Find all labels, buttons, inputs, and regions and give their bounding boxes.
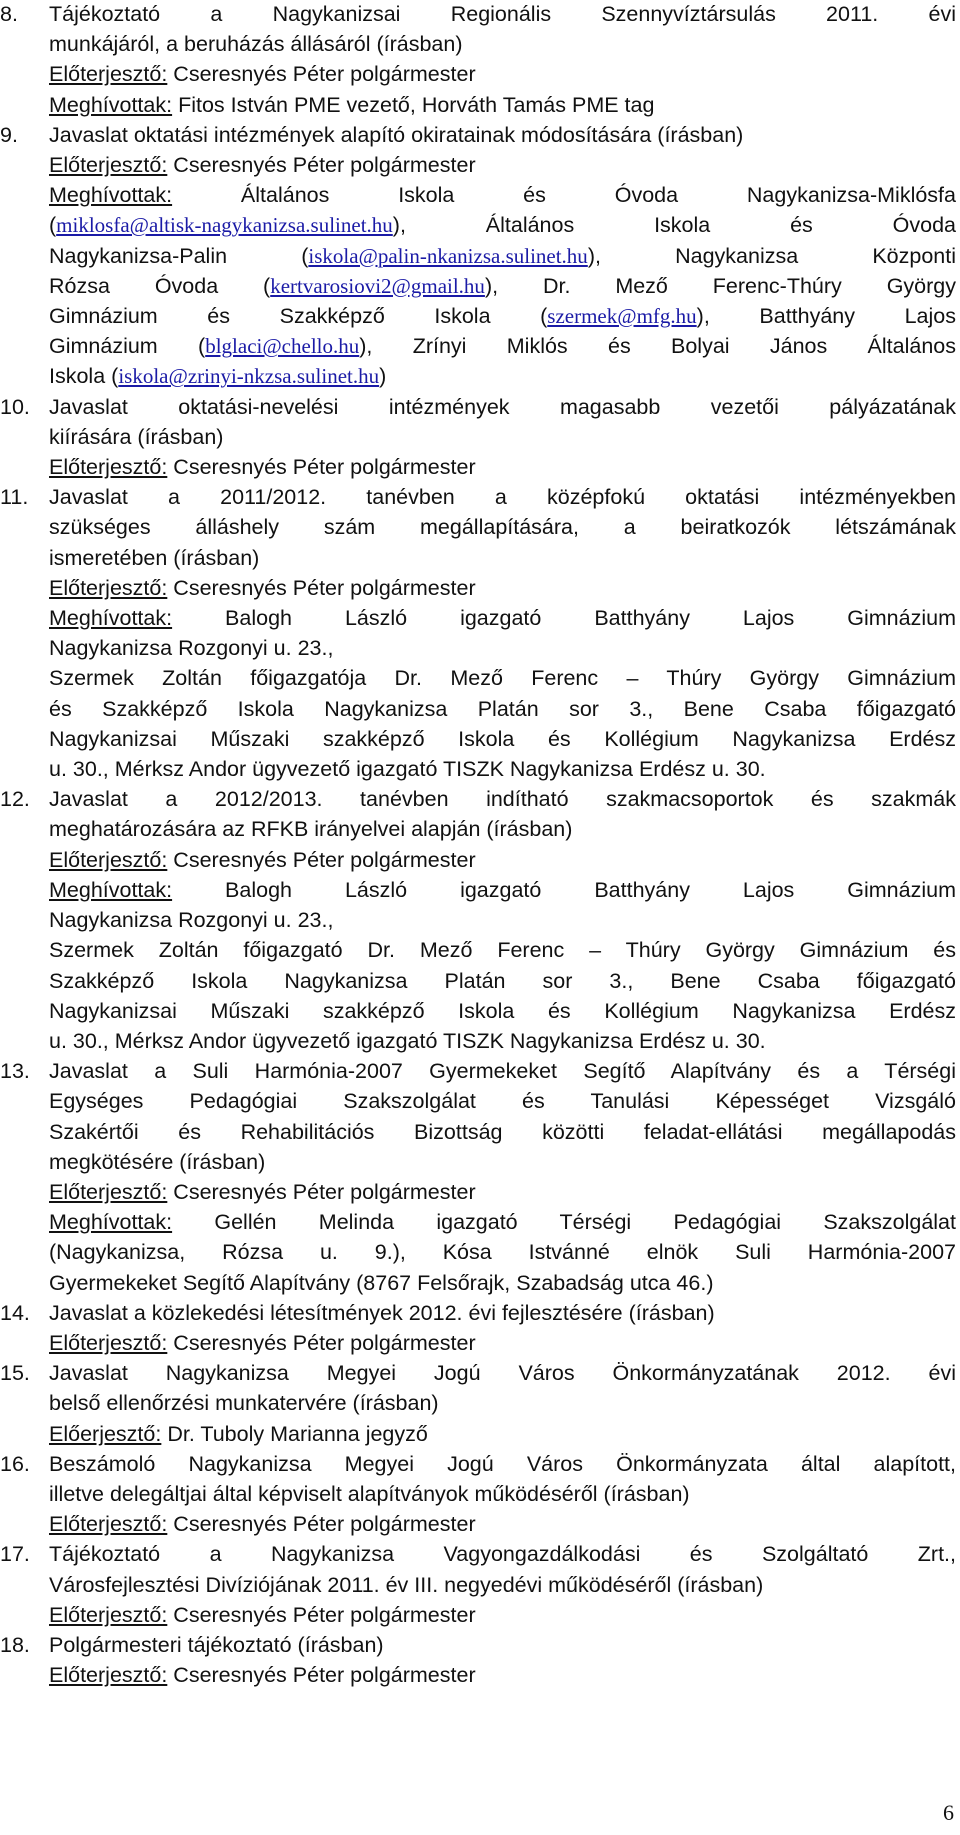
agenda-item-line — [49, 1177, 956, 1207]
role-label: Meghívottak: — [49, 92, 173, 117]
line-text: ) — [379, 364, 387, 389]
role-label: Előterjesztő: — [49, 1602, 168, 1627]
line-text: Gimnázium és Szakképző Iskola ( — [49, 304, 548, 329]
line-text: u. 30., Mérksz Andor ügyvezető igazgató TISZK Nagykanizsa Erdész u. 30. — [49, 757, 766, 782]
agenda-item-line — [49, 482, 956, 512]
line-text: Iskola ( — [49, 364, 119, 389]
line-text: Tájékoztató a Nagykanizsai Regionális Szennyvíztársulás 2011. évi — [49, 2, 956, 26]
agenda-item — [0, 482, 956, 784]
agenda-item-line — [49, 210, 956, 240]
line-text: Nagykanizsai Műszaki szakképző Iskola és Kollégium Nagykanizsa Erdész — [49, 726, 956, 751]
line-text: Fitos István PME vezető, Horváth Tamás PME tag — [172, 92, 655, 117]
line-text: Javaslat oktatási intézmények alapító okiratainak módosítására (írásban) — [49, 122, 744, 147]
agenda-item-line — [49, 1479, 956, 1509]
role-label: Előterjesztő: — [49, 1330, 168, 1355]
role-label: Előterjesztő: — [49, 575, 168, 600]
line-text: Javaslat a 2011/2012. tanévben a középfokú oktatási intézményekben — [49, 485, 956, 510]
line-text: Általános Iskola és Óvoda Nagykanizsa-Miklósfa — [172, 183, 956, 208]
agenda-item-number: 15. — [0, 1361, 30, 1386]
line-text: Javaslat a közlekedési létesítmények 2012. évi fejlesztésére (írásban) — [49, 1300, 715, 1325]
agenda-item-line — [49, 996, 956, 1026]
line-text: Cseresnyés Péter polgármester — [167, 1512, 476, 1537]
agenda-item-line — [49, 1539, 956, 1569]
line-text: Szermek Zoltán főigazgató Dr. Mező Ferenc – Thúry György Gimnázium és — [49, 938, 956, 963]
agenda-item-line — [49, 301, 956, 331]
agenda-item-line — [49, 633, 956, 663]
agenda-item-line — [49, 1630, 956, 1660]
agenda-item — [0, 392, 956, 483]
agenda-item-number: 14. — [0, 1300, 30, 1325]
line-text: Balogh László igazgató Batthyány Lajos Gimnázium — [172, 877, 956, 902]
line-text: ), Általános Iskola és Óvoda — [392, 213, 956, 238]
agenda-item — [0, 120, 956, 392]
line-text: Javaslat oktatási-nevelési intézmények magasabb vezetői pályázatának — [49, 394, 956, 419]
agenda-item-line — [49, 1237, 956, 1267]
agenda-item-line — [49, 452, 956, 482]
role-label: Meghívottak: — [49, 877, 173, 902]
agenda-item-line — [49, 1026, 956, 1056]
line-text: Nagykanizsa-Palin ( — [49, 243, 309, 268]
agenda-item-line — [49, 180, 956, 210]
line-text: Polgármesteri tájékoztató (írásban) — [49, 1632, 384, 1657]
line-text: Cseresnyés Péter polgármester — [167, 62, 476, 87]
agenda-item — [0, 1298, 956, 1358]
email-link[interactable]: blglaci@chello.hu — [205, 334, 360, 359]
agenda-item-line — [49, 754, 956, 784]
line-text: Javaslat a Suli Harmónia-2007 Gyermekeket Segítő Alapítvány és a Térségi — [49, 1059, 956, 1084]
agenda-item-line — [49, 29, 956, 59]
email-link[interactable]: szermek@mfg.hu — [547, 304, 697, 329]
agenda-item-line — [49, 331, 956, 361]
line-text: Szermek Zoltán főigazgatója Dr. Mező Ferenc – Thúry György Gimnázium — [49, 666, 956, 691]
agenda-item-line — [49, 814, 956, 844]
agenda-item-line — [49, 905, 956, 935]
agenda-item-line — [49, 1449, 956, 1479]
agenda-item-line — [49, 1117, 956, 1147]
agenda-item-number: 12. — [0, 787, 30, 812]
role-label: Előterjesztő: — [49, 62, 168, 87]
agenda-item-number: 16. — [0, 1451, 30, 1476]
line-text: ), Batthyány Lajos — [696, 304, 956, 329]
agenda-item-line — [49, 845, 956, 875]
line-text: Gyermekeket Segítő Alapítvány (8767 Felsőrajk, Szabadság utca 46.) — [49, 1270, 714, 1295]
line-text: Tájékoztató a Nagykanizsa Vagyongazdálkodási és Szolgáltató Zrt., — [49, 1542, 956, 1567]
line-text: Rózsa Óvoda ( — [49, 273, 271, 298]
agenda-item-line — [49, 935, 956, 965]
role-label: Meghívottak: — [49, 606, 173, 631]
line-text: Beszámoló Nagykanizsa Megyei Jogú Város Önkormányzata által alapított, — [49, 1451, 956, 1476]
line-text: ), Dr. Mező Ferenc-Thúry György — [484, 273, 956, 298]
agenda-item — [0, 1630, 956, 1690]
agenda-item-line — [49, 392, 956, 422]
line-text: kiírására (írásban) — [49, 424, 224, 449]
agenda-item-line — [49, 1056, 956, 1086]
role-label: Előterjesztő: — [49, 153, 168, 178]
line-text: és Szakképző Iskola Nagykanizsa Platán sor 3., Bene Csaba főigazgató — [49, 696, 956, 721]
agenda-item-line — [49, 1570, 956, 1600]
agenda-item-line — [49, 1147, 956, 1177]
line-text: Nagykanizsa Rozgonyi u. 23., — [49, 908, 334, 933]
agenda-item-line — [49, 663, 956, 693]
role-label: Meghívottak: — [49, 1210, 173, 1235]
agenda-item-number: 13. — [0, 1059, 30, 1084]
agenda-item-line — [49, 0, 956, 29]
agenda-item-line — [49, 1268, 956, 1298]
line-text: Cseresnyés Péter polgármester — [167, 1663, 476, 1688]
agenda-item-line — [49, 694, 956, 724]
line-text: Nagykanizsai Műszaki szakképző Iskola és Kollégium Nagykanizsa Erdész — [49, 998, 956, 1023]
agenda-item-line — [49, 1207, 956, 1237]
email-link[interactable]: kertvarosiovi2@gmail.hu — [270, 273, 485, 298]
role-label: Előterjesztő: — [49, 1663, 168, 1688]
line-text: (Nagykanizsa, Rózsa u. 9.), Kósa Istvánné elnök Suli Harmónia-2007 — [49, 1240, 956, 1265]
agenda-item-line — [49, 150, 956, 180]
agenda-item-line — [49, 241, 956, 271]
agenda-item-line — [49, 1358, 956, 1388]
agenda-item-line — [49, 422, 956, 452]
email-link[interactable]: miklosfa@altisk-nagykanizsa.sulinet.hu — [56, 213, 393, 238]
role-label: Előterjesztő: — [49, 847, 168, 872]
agenda-item-line — [49, 784, 956, 814]
agenda-item-line — [49, 724, 956, 754]
role-label: Előerjesztő: — [49, 1421, 162, 1446]
agenda-item — [0, 784, 956, 1056]
line-text: Balogh László igazgató Batthyány Lajos Gimnázium — [172, 606, 956, 631]
agenda-item-number: 9. — [0, 122, 18, 147]
agenda-item — [0, 0, 956, 120]
line-text: munkájáról, a beruházás állásáról (írásban) — [49, 32, 463, 57]
line-text: Gellén Melinda igazgató Térségi Pedagógiai Szakszolgálat — [172, 1210, 956, 1235]
agenda-item-line — [49, 59, 956, 89]
agenda-item-line — [49, 1328, 956, 1358]
agenda-item-number: 10. — [0, 394, 30, 419]
agenda-item-line — [49, 1509, 956, 1539]
agenda-item-line — [49, 512, 956, 542]
agenda-item-line — [49, 1419, 956, 1449]
line-text: meghatározására az RFKB irányelvei alapján (írásban) — [49, 817, 573, 842]
line-text: Cseresnyés Péter polgármester — [167, 1330, 476, 1355]
line-text: Nagykanizsa Rozgonyi u. 23., — [49, 636, 334, 661]
agenda-item-line — [49, 966, 956, 996]
agenda-item — [0, 1056, 956, 1298]
line-text: Szakképző Iskola Nagykanizsa Platán sor 3., Bene Csaba főigazgató — [49, 968, 956, 993]
agenda-item-number: 8. — [0, 2, 18, 26]
line-text: Cseresnyés Péter polgármester — [167, 455, 476, 480]
line-text: u. 30., Mérksz Andor ügyvezető igazgató TISZK Nagykanizsa Erdész u. 30. — [49, 1028, 766, 1053]
line-text: Cseresnyés Péter polgármester — [167, 153, 476, 178]
line-text: Városfejlesztési Divíziójának 2011. év III. negyedévi működéséről (írásban) — [49, 1572, 764, 1597]
line-text: Egységes Pedagógiai Szakszolgálat és Tanulási Képességet Vizsgáló — [49, 1089, 956, 1114]
agenda-item-number: 11. — [0, 485, 29, 510]
line-text: Cseresnyés Péter polgármester — [167, 1602, 476, 1627]
line-text: Javaslat Nagykanizsa Megyei Jogú Város Önkormányzatának 2012. évi — [49, 1361, 956, 1386]
line-text: ( — [49, 213, 57, 238]
line-text: Cseresnyés Péter polgármester — [167, 847, 476, 872]
agenda-item-line — [49, 543, 956, 573]
agenda-item-line — [49, 1086, 956, 1116]
agenda-item-line — [49, 1660, 956, 1690]
line-text: Szakértői és Rehabilitációs Bizottság közötti feladat-ellátási megállapodás — [49, 1119, 956, 1144]
agenda-item-number: 17. — [0, 1542, 30, 1567]
agenda-item-number: 18. — [0, 1632, 30, 1657]
agenda-item-line — [49, 603, 956, 633]
agenda-item — [0, 1449, 956, 1540]
role-label: Előterjesztő: — [49, 1179, 168, 1204]
agenda-item-line — [49, 1388, 956, 1418]
agenda-item — [0, 1539, 956, 1630]
role-label: Meghívottak: — [49, 183, 173, 208]
agenda-item-line — [49, 1600, 956, 1630]
agenda-item-line — [49, 875, 956, 905]
line-text: belső ellenőrzési munkatervére (írásban) — [49, 1391, 439, 1416]
line-text: Cseresnyés Péter polgármester — [167, 1179, 476, 1204]
line-text: szükséges álláshely szám megállapítására, a beiratkozók létszámának — [49, 515, 956, 540]
line-text: ), Nagykanizsa Központi — [587, 243, 956, 268]
agenda-item-line — [49, 90, 956, 120]
agenda-item-line — [49, 1298, 956, 1328]
line-text: illetve delegáltjai által képviselt alapítványok működéséről (írásban) — [49, 1481, 690, 1506]
page-number: 6 — [943, 1800, 954, 1825]
email-link[interactable]: iskola@zrinyi-nkzsa.sulinet.hu — [118, 364, 380, 389]
agenda-item-line — [49, 271, 956, 301]
agenda-item-line — [49, 573, 956, 603]
line-text: Javaslat a 2012/2013. tanévben indítható szakmacsoportok és szakmák — [49, 787, 956, 812]
email-link[interactable]: iskola@palin-nkanizsa.sulinet.hu — [308, 243, 588, 268]
agenda-item-line — [49, 120, 956, 150]
line-text: Gimnázium ( — [49, 334, 206, 359]
line-text: megkötésére (írásban) — [49, 1149, 266, 1174]
line-text: ismeretében (írásban) — [49, 545, 260, 570]
line-text: Dr. Tuboly Marianna jegyző — [161, 1421, 428, 1446]
role-label: Előterjesztő: — [49, 1512, 168, 1537]
line-text: Cseresnyés Péter polgármester — [167, 575, 476, 600]
line-text: ), Zrínyi Miklós és Bolyai János Általános — [359, 334, 956, 359]
agenda-item-line — [49, 361, 956, 391]
agenda-item — [0, 1358, 956, 1449]
role-label: Előterjesztő: — [49, 455, 168, 480]
